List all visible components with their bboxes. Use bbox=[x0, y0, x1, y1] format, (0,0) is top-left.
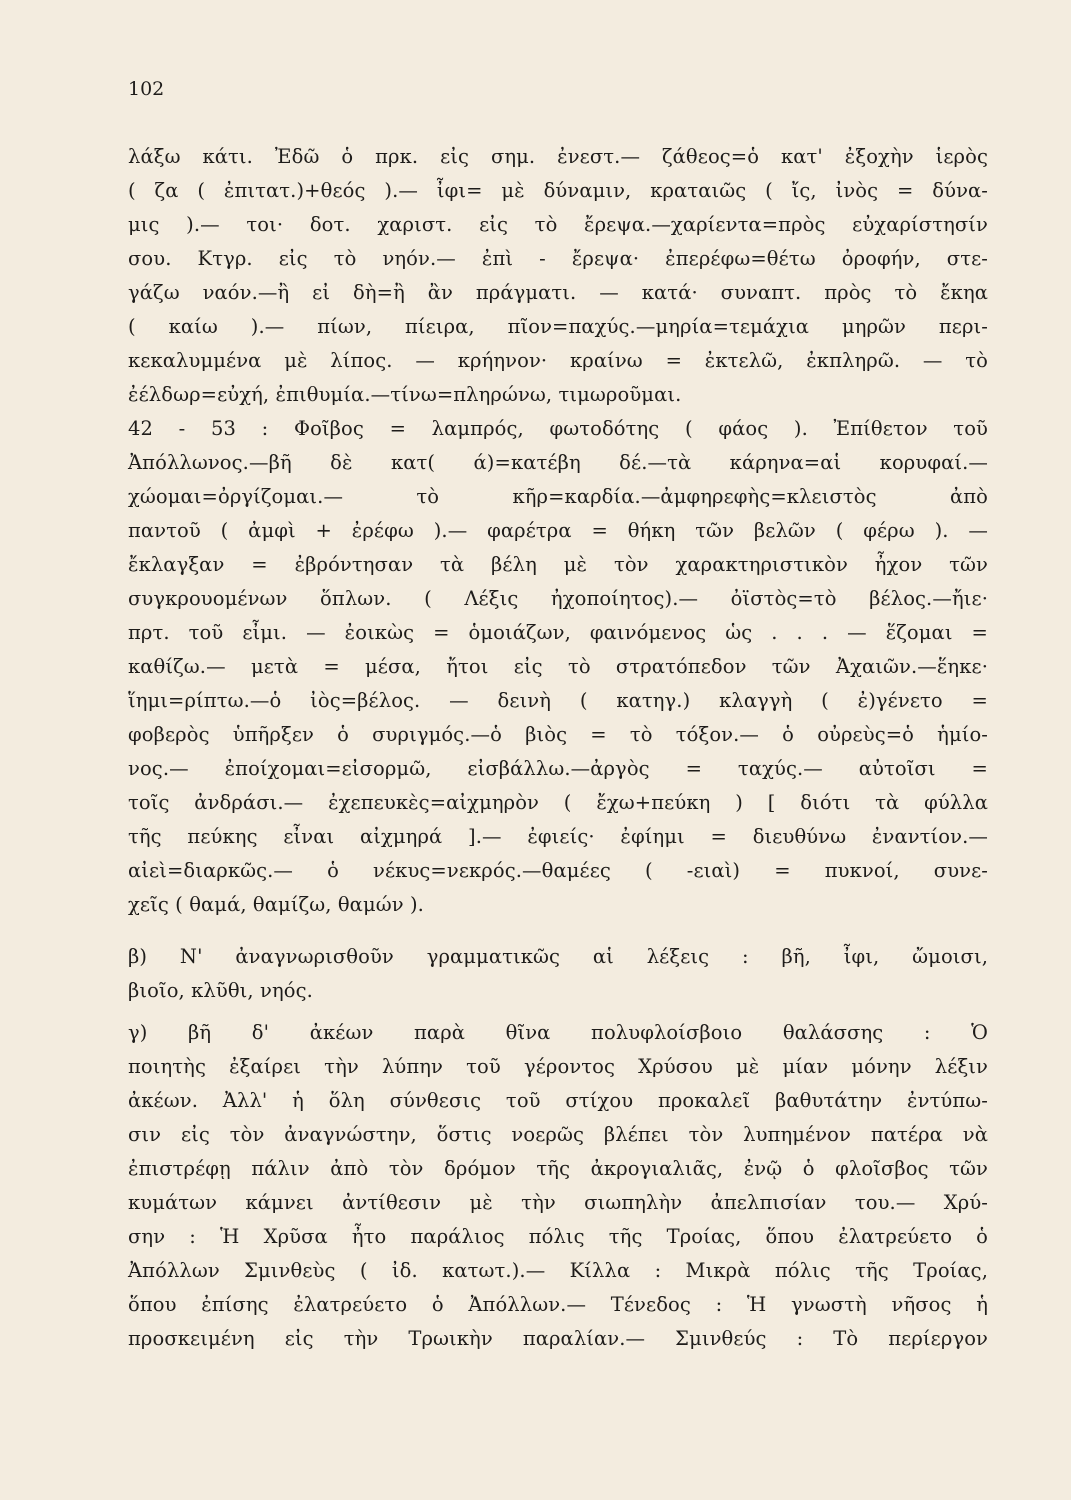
text-line: ὅπου ἐπίσης ἐλατρεύετο ὁ Ἀπόλλων.— Τένεδος : Ἡ γνωστὴ νῆσος ἡ bbox=[128, 1293, 988, 1316]
section-gap bbox=[128, 922, 988, 940]
text-line: β) Ν' ἀναγνωρισθοῦν γραμματικῶς αἱ λέξεις : βῆ, ἶφι, ὤμοισι, bbox=[128, 945, 988, 968]
text-line: καθίζω.— μετὰ = μέσα, ἤτοι εἰς τὸ στρατόπεδον τῶν Ἀχαιῶν.—ἕηκε· bbox=[128, 655, 988, 678]
text-line: ἔκλαγξαν = ἐβρόντησαν τὰ βέλη μὲ τὸν χαρακτηριστικὸν ἦχον τῶν bbox=[128, 553, 988, 576]
text-line: μις ).— τοι· δοτ. χαριστ. εἰς τὸ ἔρεψα.—χαρίεντα=πρὸς εὐχαρίστησίν bbox=[128, 213, 988, 236]
text-line: κεκαλυμμένα μὲ λίπος. — κρήηνον· κραίνω = ἐκτελῶ, ἐκπληρῶ. — τὸ bbox=[128, 349, 988, 372]
paragraph-2 bbox=[128, 412, 988, 922]
section-gamma bbox=[128, 1016, 988, 1356]
text-line: προσκειμένη εἰς τὴν Τρωικὴν παραλίαν.— Σμινθεύς : Τὸ περίεργον bbox=[128, 1327, 988, 1350]
text-line: χεῖς ( θαμά, θαμίζω, θαμών ). bbox=[128, 893, 424, 916]
text-line: Ἀπόλλων Σμινθεὺς ( ἰδ. κατωτ.).— Κίλλα : Μικρὰ πόλις τῆς Τροίας, bbox=[128, 1259, 988, 1282]
text-line: ἀκέων. Ἀλλ' ἡ ὅλη σύνθεσις τοῦ στίχου προκαλεῖ βαθυτάτην ἐντύπω- bbox=[128, 1089, 988, 1112]
text-line: βιοῖο, κλῦθι, νηός. bbox=[128, 979, 313, 1002]
text-line: γάζω ναόν.—ἢ εἰ δὴ=ἢ ἂν πράγματι. — κατά· συναπτ. πρὸς τὸ ἔκηα bbox=[128, 281, 988, 304]
text-line: ἐέλδωρ=εὐχή, ἐπιθυμία.—τίνω=πληρώνω, τιμωροῦμαι. bbox=[128, 383, 682, 406]
text-line: παντοῦ ( ἀμφὶ + ἐρέφω ).— φαρέτρα = θήκη τῶν βελῶν ( φέρω ). — bbox=[128, 519, 988, 542]
section-gap bbox=[128, 1008, 988, 1016]
text-line: ( καίω ).— πίων, πίειρα, πῖον=παχύς.—μηρία=τεμάχια μηρῶν περι- bbox=[128, 315, 988, 338]
section-beta bbox=[128, 940, 988, 1008]
text-line: φοβερὸς ὑπῆρξεν ὁ συριγμός.—ὁ βιὸς = τὸ τόξον.— ὁ οὐρεὺς=ὁ ἡμίο- bbox=[128, 723, 988, 746]
text-line: τοῖς ἀνδράσι.— ἐχεπευκὲς=αἰχμηρὸν ( ἔχω+πεύκη ) [ διότι τὰ φύλλα bbox=[128, 791, 988, 814]
page-number: 102 bbox=[128, 78, 165, 100]
text-line: ( ζα ( ἐπιτατ.)+θεός ).— ἶφι= μὲ δύναμιν, κραταιῶς ( ἴς, ἰνὸς = δύνα- bbox=[128, 179, 988, 202]
text-line: νος.— ἐποίχομαι=εἰσορμῶ, εἰσβάλλω.—ἀργὸς = ταχύς.— αὐτοῖσι = bbox=[128, 757, 988, 780]
text-line: λάξω κάτι. Ἐδῶ ὁ πρκ. εἰς σημ. ἐνεστ.— ζάθεος=ὁ κατ' ἐξοχὴν ἱερὸς bbox=[128, 145, 988, 168]
text-line: 42 - 53 : Φοῖβος = λαμπρός, φωτοδότης ( φάος ). Ἐπίθετον τοῦ bbox=[128, 417, 988, 440]
text-line: ἵημι=ρίπτω.—ὁ ἰὸς=βέλος. — δεινὴ ( κατηγ.) κλαγγὴ ( ἐ)γένετο = bbox=[128, 689, 988, 712]
text-line: κυμάτων κάμνει ἀντίθεσιν μὲ τὴν σιωπηλὴν ἀπελπισίαν του.— Χρύ- bbox=[128, 1191, 988, 1214]
text-line: ἐπιστρέφῃ πάλιν ἀπὸ τὸν δρόμον τῆς ἀκρογιαλιᾶς, ἐνῷ ὁ φλοῖσβος τῶν bbox=[128, 1157, 988, 1180]
text-line: σην : Ἡ Χρῦσα ἦτο παράλιος πόλις τῆς Τροίας, ὅπου ἐλατρεύετο ὁ bbox=[128, 1225, 988, 1248]
text-line: τῆς πεύκης εἶναι αἰχμηρά ].— ἐφιείς· ἐφίημι = διευθύνω ἐναντίον.— bbox=[128, 825, 988, 848]
text-line: χώομαι=ὀργίζομαι.— τὸ κῆρ=καρδία.—ἀμφηρεφὴς=κλειστὸς ἀπὸ bbox=[128, 485, 988, 508]
text-line: σιν εἰς τὸν ἀναγνώστην, ὅστις νοερῶς βλέπει τὸν λυπημένον πατέρα νὰ bbox=[128, 1123, 988, 1146]
paragraph-1 bbox=[128, 140, 988, 412]
text-line: αἰεὶ=διαρκῶς.— ὁ νέκυς=νεκρός.—θαμέες ( -ειαὶ) = πυκνοί, συνε- bbox=[128, 859, 988, 882]
text-line: γ) βῆ δ' ἀκέων παρὰ θῖνα πολυφλοίσβοιο θαλάσσης : Ὁ bbox=[128, 1021, 988, 1044]
text-line: Ἀπόλλωνος.—βῆ δὲ κατ( ά)=κατέβη δέ.—τὰ κάρηνα=αἱ κορυφαί.— bbox=[128, 451, 988, 474]
text-line: σου. Κτγρ. εἰς τὸ νηόν.— ἐπὶ - ἔρεψα· ἐπερέφω=θέτω ὀροφήν, στε- bbox=[128, 247, 988, 270]
text-line: ποιητὴς ἐξαίρει τὴν λύπην τοῦ γέροντος Χρύσου μὲ μίαν μόνην λέξιν bbox=[128, 1055, 988, 1078]
text-line: συγκρουομένων ὅπλων. ( Λέξις ἠχοποίητος).— ὀϊστὸς=τὸ βέλος.—ἤιε· bbox=[128, 587, 988, 610]
text-line: πρτ. τοῦ εἶμι. — ἐοικὼς = ὁμοιάζων, φαινόμενος ὡς . . . — ἕζομαι = bbox=[128, 621, 988, 644]
page-body bbox=[128, 140, 988, 1356]
